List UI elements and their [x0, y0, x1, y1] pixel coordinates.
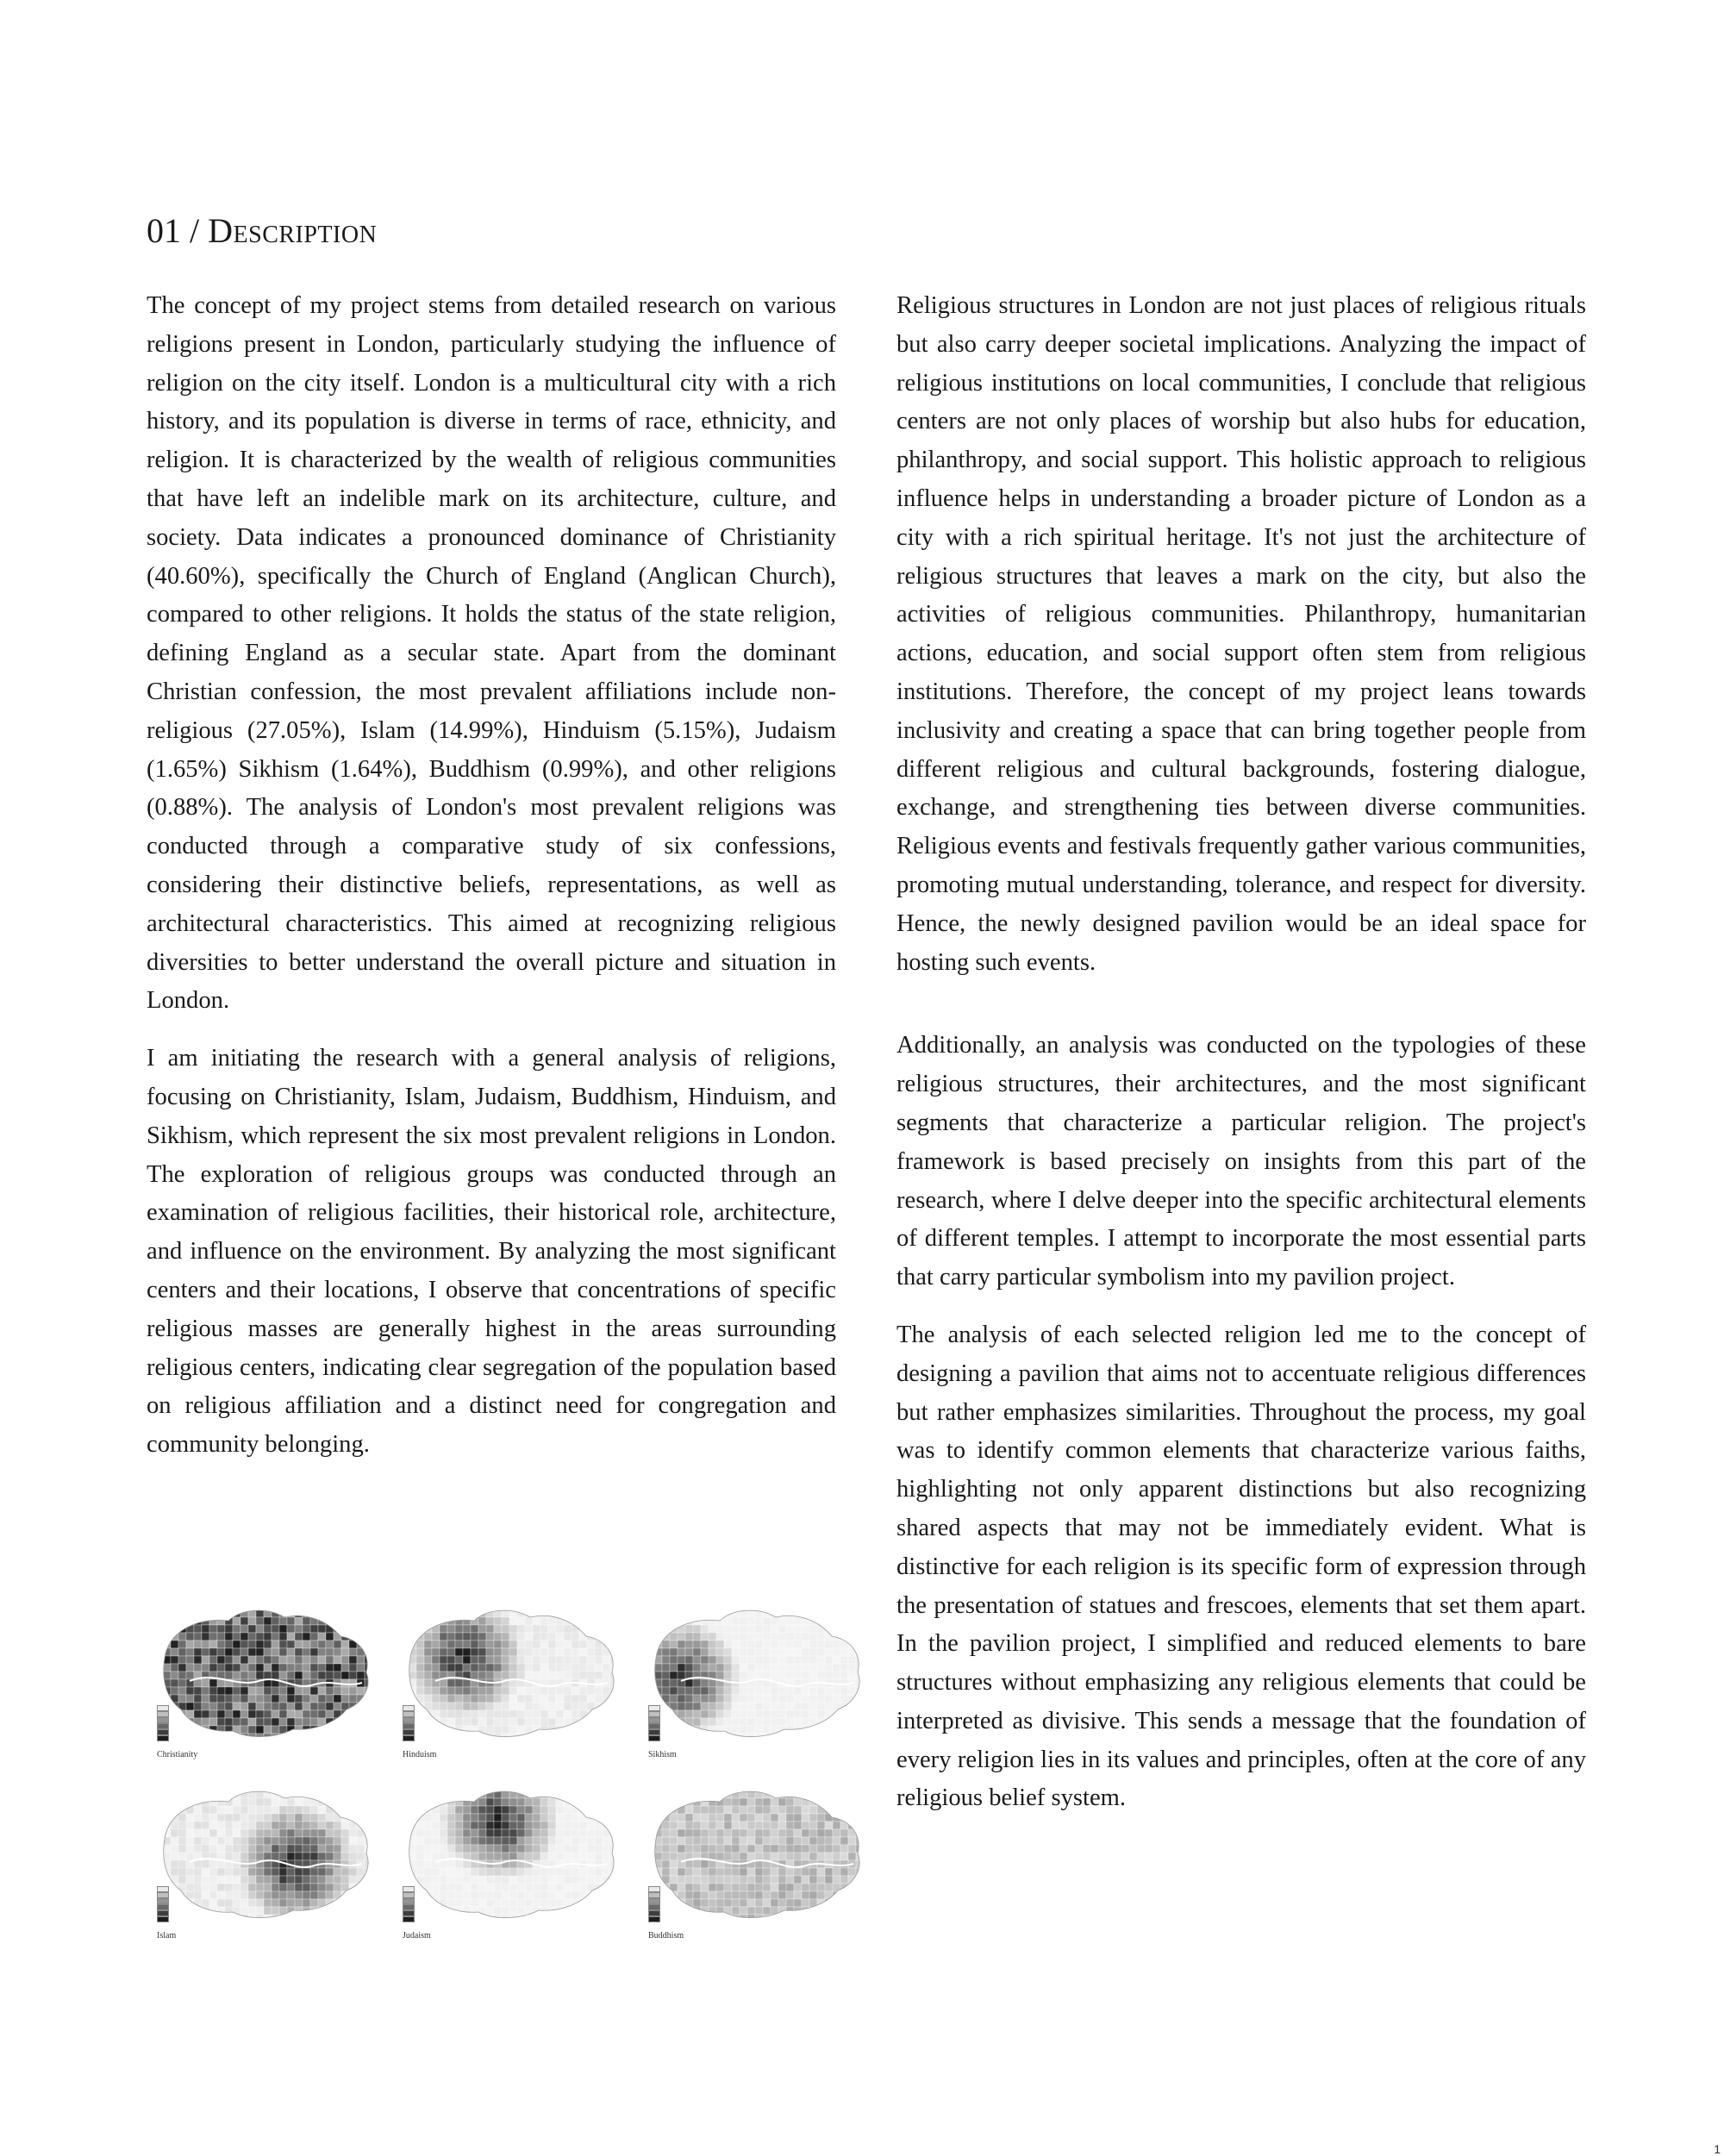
legend-swatch	[157, 1904, 169, 1910]
paragraph: The concept of my project stems from detailed research on various religions present in London, particularly studying the influence of religion on the city itself. London is a multicultural city with a rich history, and its population is diverse in terms of race, ethnicity, and religion. It is characterized by the wealth of religious communities that have left an indelible mark on its architecture, culture, and society. Data indicates a pronounced dominance of Christianity (40.60%), specifically the Church of England (Anglican Church), compared to other religions. It holds the status of the state religion, defining England as a secular state. Apart from the dominant Christian confession, the most prevalent affiliations include non-religious (27.05%), Islam (14.99%), Hinduism (5.15%), Judaism (1.65%) Sikhism (1.64%), Buddhism (0.99%), and other religions (0.88%). The analysis of London's most prevalent religions was conducted through a comparative study of six confessions, considering their distinctive beliefs, representations, as well as architectural characteristics. This aimed at recognizing religious diversities to better understand the overall picture and situation in London.	[147, 292, 836, 1015]
legend-swatch	[648, 1898, 660, 1904]
legend-swatch	[403, 1898, 415, 1904]
page-title	[147, 205, 377, 257]
religion-map	[155, 1602, 375, 1770]
legend-swatch	[648, 1910, 660, 1916]
map-label: Islam	[157, 1931, 177, 1940]
map-legend	[403, 1705, 415, 1741]
right-column	[896, 287, 1586, 1837]
legend-swatch	[403, 1886, 415, 1892]
legend-swatch	[403, 1735, 415, 1741]
legend-swatch	[648, 1892, 660, 1898]
legend-swatch	[648, 1904, 660, 1910]
map-legend	[157, 1705, 169, 1741]
legend-swatch	[403, 1711, 415, 1717]
legend-swatch	[648, 1723, 660, 1729]
paragraph: The analysis of each selected religion led me to the concept of designing a pavilion that aims not to accentuate religious differences but rather emphasizes similarities. Throughout the process, my goal was to identify common elements that characterize various faiths, highlighting not only apparent distinctions but also recognizing shared aspects that may not be immediately evident. What is distinctive for each religion is its specific form of expression through the presentation of statues and frescoes, elements that set them apart. In the pavilion project, I simplified and reduced elements to bare structures without emphasizing any religious elements that could be interpreted as divisive. This sends a message that the foundation of every religion lies in its values and principles, often at the core of any religious belief system.	[896, 1321, 1586, 1812]
legend-swatch	[648, 1916, 660, 1922]
religion-map	[401, 1602, 621, 1770]
legend-swatch	[157, 1898, 169, 1904]
legend-swatch	[648, 1729, 660, 1735]
legend-swatch	[648, 1886, 660, 1892]
legend-swatch	[157, 1717, 169, 1723]
paragraph: Additionally, an analysis was conducted on the typologies of these religious structures, their architectures, and the most significant segments that characterize a particular religion. The project's framework is based precisely on insights from this part of the research, where I delve deeper into the specific architectural elements of different temples. I attempt to incorporate the most essential parts that carry particular symbolism into my pavilion project.	[896, 1032, 1586, 1291]
legend-swatch	[403, 1705, 415, 1711]
legend-swatch	[403, 1729, 415, 1735]
legend-swatch	[157, 1910, 169, 1916]
legend-swatch	[157, 1729, 169, 1735]
legend-swatch	[403, 1904, 415, 1910]
legend-swatch	[157, 1705, 169, 1711]
legend-swatch	[403, 1916, 415, 1922]
map-legend	[157, 1886, 169, 1922]
map-label: Buddhism	[648, 1931, 684, 1940]
legend-swatch	[648, 1705, 660, 1711]
legend-swatch	[648, 1717, 660, 1723]
legend-swatch	[648, 1711, 660, 1717]
legend-swatch	[157, 1723, 169, 1729]
paragraph: Religious structures in London are not just places of religious rituals but also carry deeper societal implications. Analyzing the impact of religious institutions on local communities, I conclude that religious centers are not only places of worship but also hubs for education, philanthropy, and social support. This holistic approach to religious influence helps in understanding a broader picture of London as a city with a rich spiritual heritage. It's not just the architecture of religious structures that leaves a mark on the city, but also the activities of religious communities. Philanthropy, humanitarian actions, education, and social support often stem from religious institutions. Therefore, the concept of my project leans towards inclusivity and creating a space that can bring together people from different religious and cultural backgrounds, fostering dialogue, exchange, and strengthening ties between diverse communities. Religious events and festivals frequently gather various communities, promoting mutual understanding, tolerance, and respect for diversity. Hence, the newly designed pavilion would be an ideal space for hosting such events.	[896, 292, 1586, 976]
map-graphic	[646, 1602, 866, 1744]
map-graphic	[155, 1602, 375, 1744]
section-title: Description	[208, 211, 378, 250]
map-label: Sikhism	[648, 1750, 677, 1759]
legend-swatch	[403, 1717, 415, 1723]
legend-swatch	[157, 1886, 169, 1892]
map-graphic	[401, 1783, 621, 1925]
legend-swatch	[403, 1910, 415, 1916]
legend-swatch	[157, 1892, 169, 1898]
legend-swatch	[157, 1735, 169, 1741]
legend-swatch	[157, 1916, 169, 1922]
map-legend	[648, 1886, 660, 1922]
page-number: 1	[1714, 2142, 1721, 2156]
legend-swatch	[403, 1723, 415, 1729]
paragraph: I am initiating the research with a general analysis of religions, focusing on Christianity, Islam, Judaism, Buddhism, Hinduism, and Sikhism, which represent the six most prevalent religions in London. The exploration of religious groups was conducted through an examination of religious facilities, their historical role, architecture, and influence on the environment. By analyzing the most significant centers and their locations, I observe that concentrations of specific religious masses are generally highest in the areas surrounding religious centers, indicating clear segregation of the population based on religious affiliation and a distinct need for congregation and community belonging.	[147, 1045, 836, 1459]
religion-map	[646, 1783, 866, 1951]
map-graphic	[155, 1783, 375, 1925]
map-legend	[403, 1886, 415, 1922]
map-label: Hinduism	[403, 1750, 437, 1759]
legend-swatch	[403, 1892, 415, 1898]
map-graphic	[646, 1783, 866, 1925]
map-graphic	[401, 1602, 621, 1744]
religion-maps-grid	[155, 1602, 845, 1947]
left-column	[147, 287, 836, 1484]
legend-swatch	[648, 1735, 660, 1741]
map-label: Judaism	[403, 1931, 431, 1940]
religion-map	[401, 1783, 621, 1951]
legend-swatch	[157, 1711, 169, 1717]
religion-map	[155, 1783, 375, 1951]
religion-map	[646, 1602, 866, 1770]
map-legend	[648, 1705, 660, 1741]
section-number: 01 /	[147, 211, 209, 250]
map-label: Christianity	[157, 1750, 198, 1759]
